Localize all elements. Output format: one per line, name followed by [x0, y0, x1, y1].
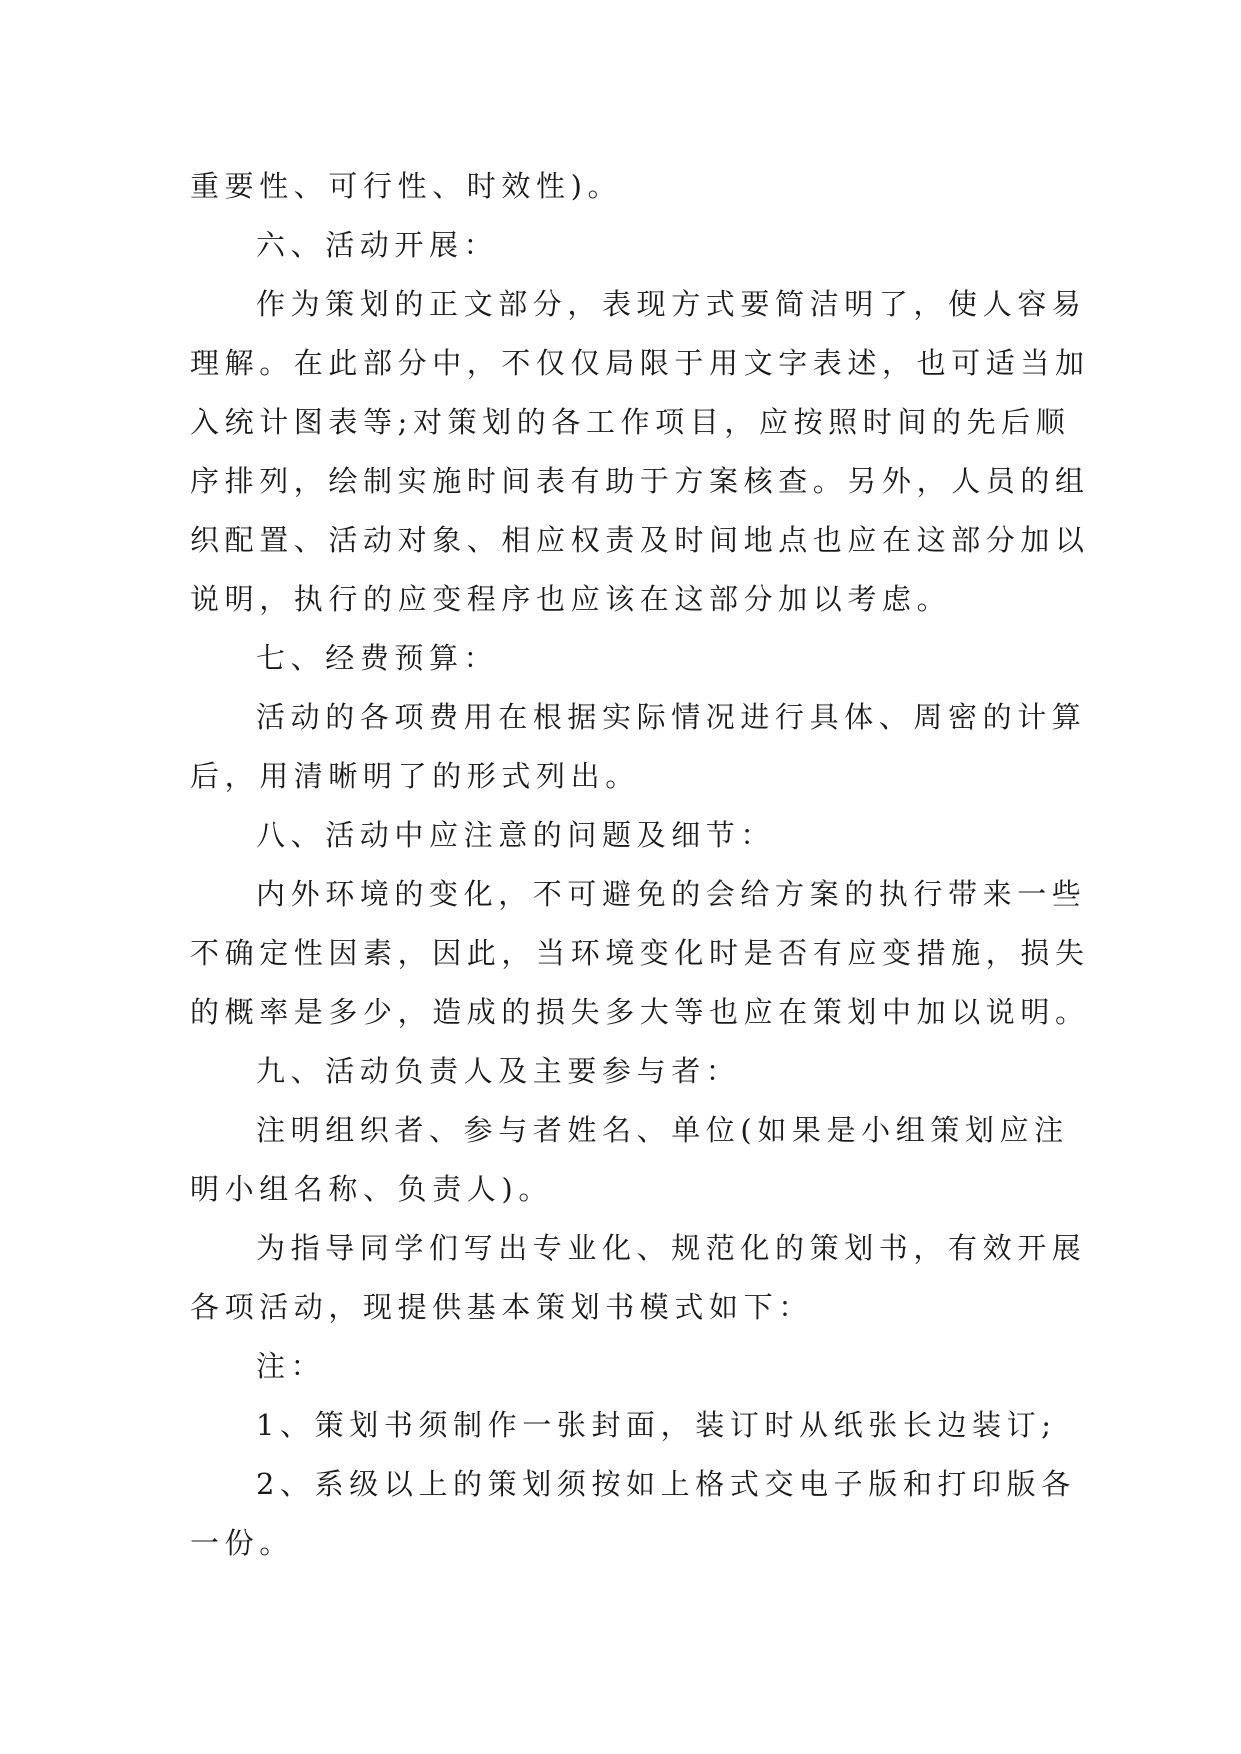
text-line: 为指导同学们写出专业化、规范化的策划书，有效开展 — [256, 1231, 1087, 1265]
text-line: 后，用清晰明了的形式列出。 — [190, 759, 640, 793]
text-line: 理解。在此部分中，不仅仅局限于用文字表述，也可适当加 — [190, 346, 1090, 380]
text-line: 的概率是多少，造成的损失多大等也应在策划中加以说明。 — [190, 995, 1090, 1029]
text-line: 重要性、可行性、时效性)。 — [190, 169, 623, 203]
text-line: 说明，执行的应变程序也应该在这部分加以考虑。 — [190, 582, 952, 616]
text-line: 注明组织者、参与者姓名、单位(如果是小组策划应注 — [256, 1113, 1069, 1147]
text-line: 序排列，绘制实施时间表有助于方案核查。另外，人员的组 — [190, 464, 1090, 498]
text-line: 不确定性因素，因此，当环境变化时是否有应变措施，损失 — [190, 936, 1090, 970]
text-line: 织配置、活动对象、相应权责及时间地点也应在这部分加以 — [190, 523, 1090, 557]
section-heading-activities: 六、活动开展： — [256, 228, 499, 262]
text-line: 明小组名称、负责人)。 — [190, 1172, 553, 1206]
section-heading-budget: 七、经费预算： — [256, 641, 499, 675]
document-body — [190, 157, 1090, 1573]
note-item-1: 1、策划书须制作一张封面，装订时从纸张长边装订; — [256, 1408, 1057, 1442]
text-line: 入统计图表等;对策划的各工作项目，应按照时间的先后顺 — [190, 405, 1071, 439]
text-line: 作为策划的正文部分，表现方式要简洁明了，使人容易 — [256, 287, 1087, 321]
note-heading: 注： — [256, 1349, 326, 1383]
text-line: 内外环境的变化，不可避免的会给方案的执行带来一些 — [256, 877, 1087, 911]
text-line: 一份。 — [190, 1526, 294, 1560]
note-item-2: 2、系级以上的策划须按如上格式交电子版和打印版各 — [256, 1467, 1076, 1501]
text-line: 活动的各项费用在根据实际情况进行具体、周密的计算 — [256, 700, 1087, 734]
text-line: 各项活动，现提供基本策划书模式如下： — [190, 1290, 813, 1324]
section-heading-notes: 八、活动中应注意的问题及细节： — [256, 818, 776, 852]
section-heading-participants: 九、活动负责人及主要参与者： — [256, 1054, 741, 1088]
